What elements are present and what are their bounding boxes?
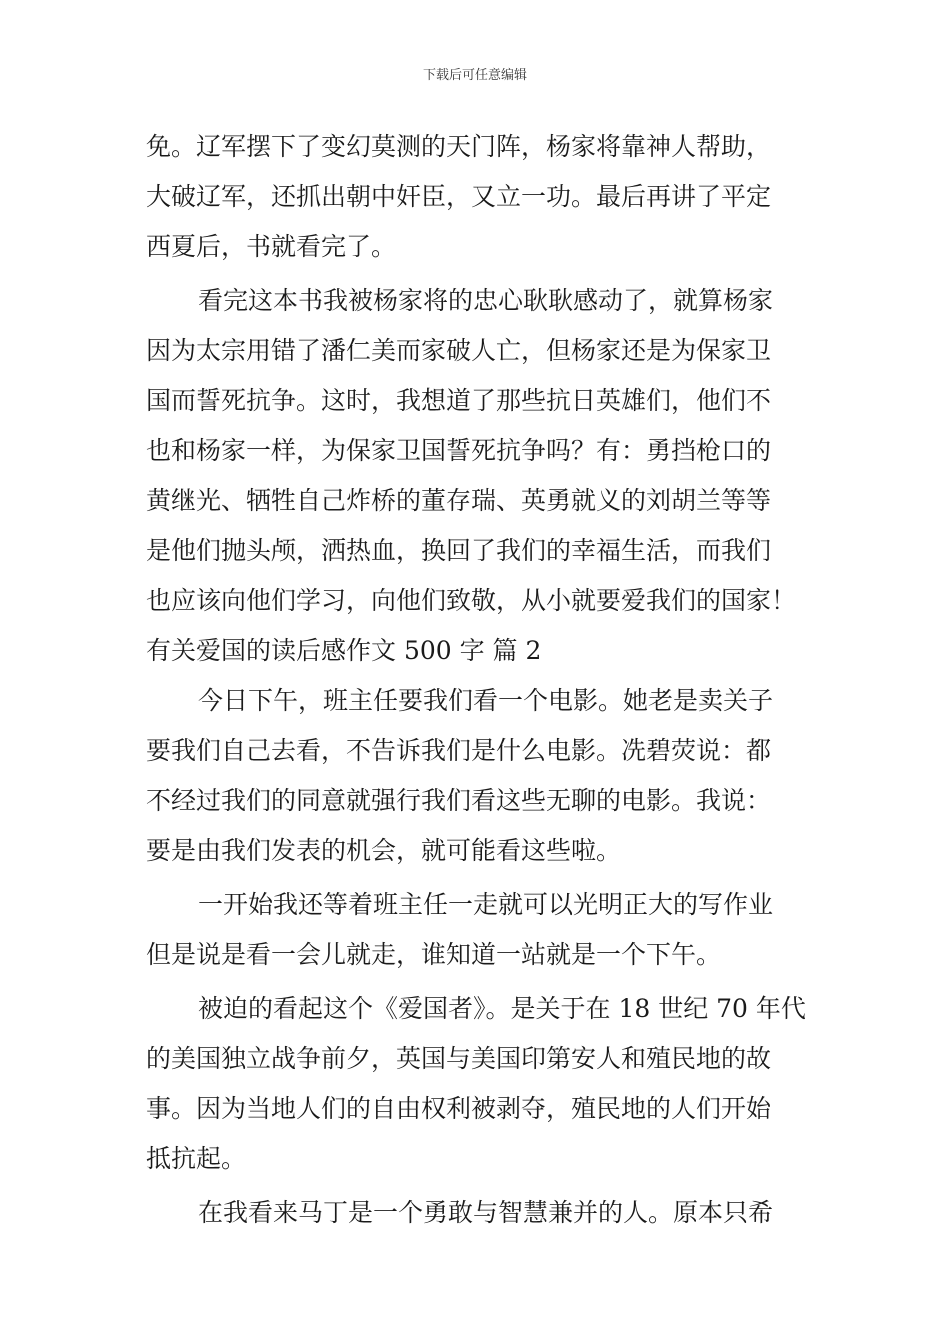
- text-line: 要我们自己去看，不告诉我们是什么电影。冼碧荧说：都: [146, 736, 772, 765]
- text-line: 不经过我们的同意就强行我们看这些无聊的电影。我说：: [146, 786, 772, 815]
- text-line: 抵抗起。: [146, 1144, 247, 1173]
- paragraph-start-line: 在我看来马丁是一个勇敢与智慧兼并的人。原本只希: [198, 1198, 774, 1227]
- text-line: 免。辽军摆下了变幻莫测的天门阵，杨家将靠神人帮助，: [146, 132, 772, 161]
- text-line: 是他们抛头颅，洒热血，换回了我们的幸福生活，而我们: [146, 536, 772, 565]
- paragraph-start-line: 看完这本书我被杨家将的忠心耿耿感动了，就算杨家: [198, 286, 774, 315]
- page-header: 下载后可任意编辑: [422, 68, 527, 83]
- document-body: [146, 122, 808, 1238]
- paragraph-start-line: 今日下午，班主任要我们看一个电影。她老是卖关子: [198, 686, 774, 715]
- text-line: 要是由我们发表的机会，就可能看这些啦。: [146, 836, 622, 865]
- text-line: 大破辽军，还抓出朝中奸臣，又立一功。最后再讲了平定: [146, 182, 772, 211]
- text-line: 也应该向他们学习，向他们致敬，从小就要爱我们的国家！: [146, 586, 797, 615]
- text-line: 事。因为当地人们的自由权利被剥夺，殖民地的人们开始: [146, 1094, 772, 1123]
- text-line: 西夏后，书就看完了。: [146, 232, 397, 261]
- text-line: 因为太宗用错了潘仁美而家破人亡，但杨家还是为保家卫: [146, 336, 772, 365]
- text-line: 也和杨家一样，为保家卫国誓死抗争吗？有：勇挡枪口的: [146, 436, 772, 465]
- text-line: 黄继光、牺牲自己炸桥的董存瑞、英勇就义的刘胡兰等等: [146, 486, 772, 515]
- text-line: 的美国独立战争前夕，英国与美国印第安人和殖民地的故: [146, 1044, 772, 1073]
- text-line: 国而誓死抗争。这时，我想道了那些抗日英雄们，他们不: [146, 386, 772, 415]
- paragraph-start-line: 被迫的看起这个《爱国者》。是关于在 18 世纪 70 年代: [198, 994, 806, 1023]
- text-line: 但是说是看一会儿就走，谁知道一站就是一个下午。: [146, 940, 722, 969]
- section-heading: 有关爱国的读后感作文 500 字 篇 2: [146, 636, 542, 665]
- paragraph-start-line: 一开始我还等着班主任一走就可以光明正大的写作业: [198, 890, 774, 919]
